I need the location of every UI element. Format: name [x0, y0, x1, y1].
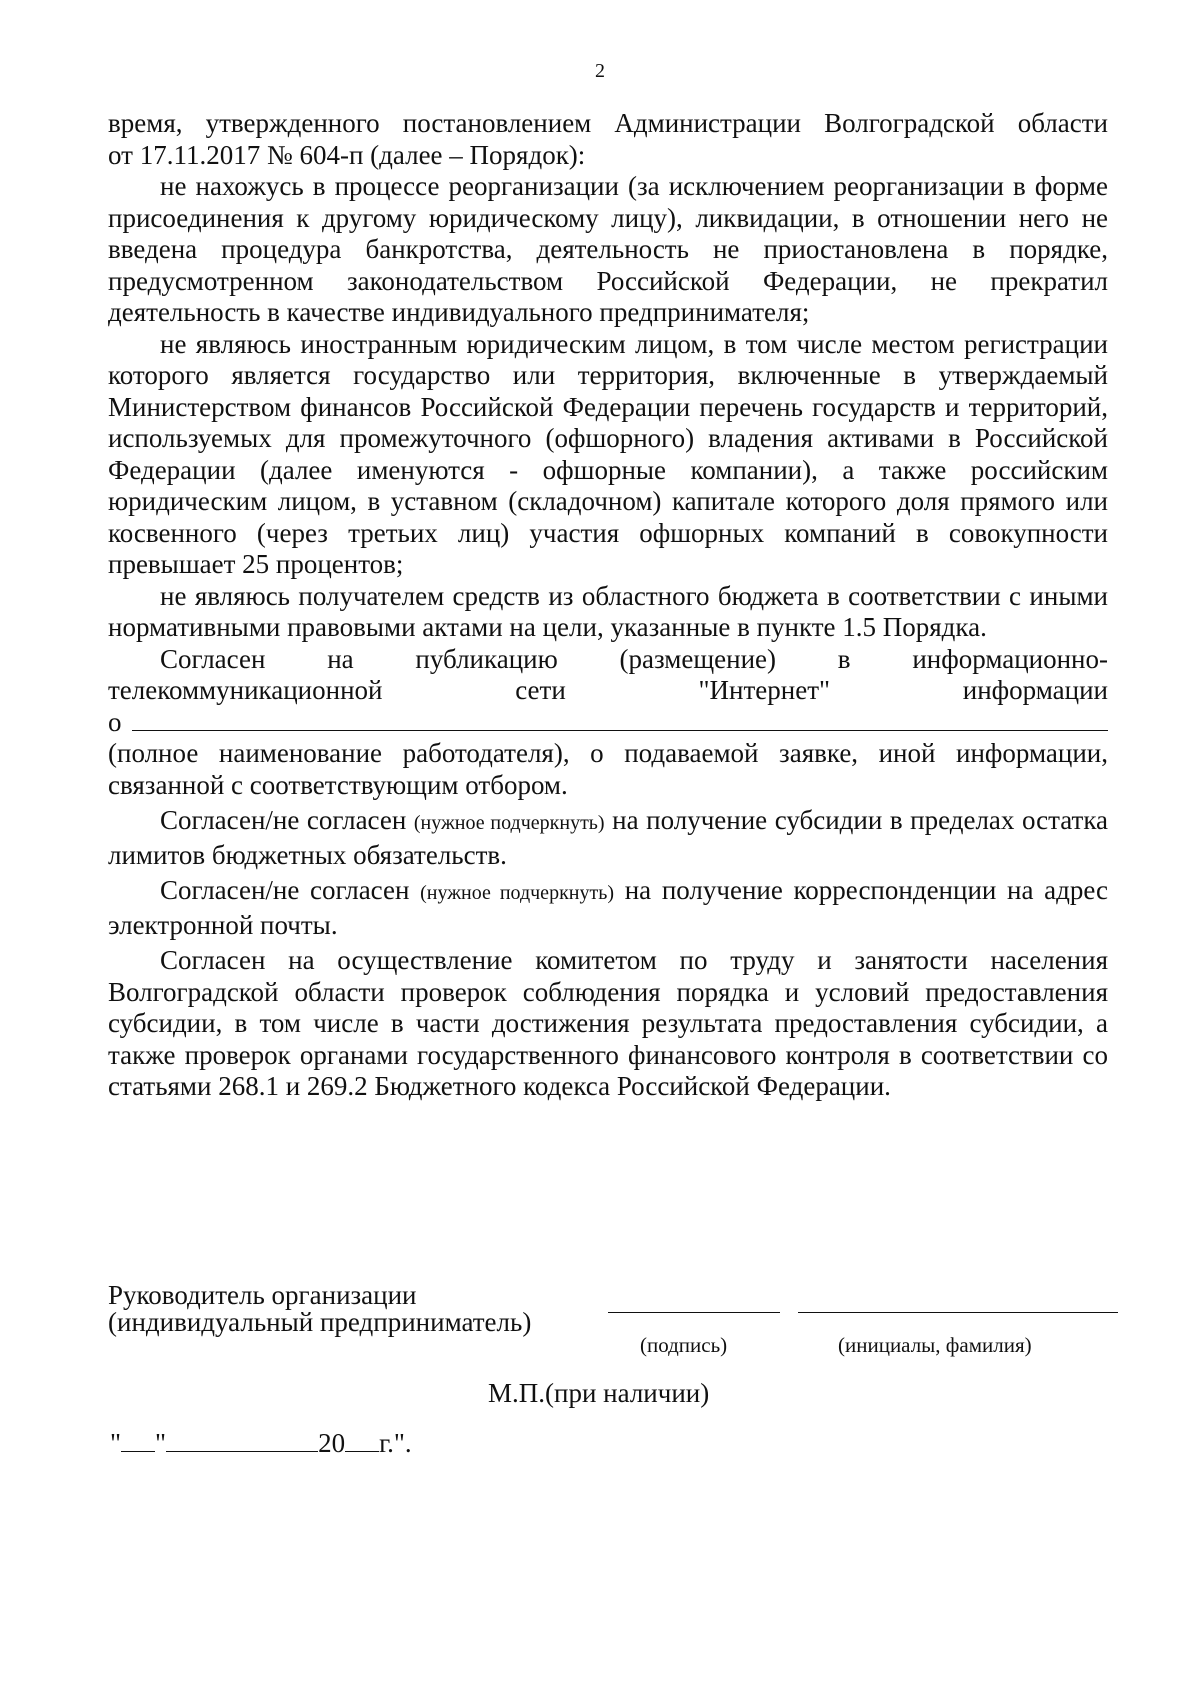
signature-block: [108, 1282, 1128, 1336]
employer-name-prefix: о: [108, 706, 122, 737]
paragraph-reorganization: не нахожусь в процессе реорганизации (за исключением реорганизации в форме присоединения к другому юридическому лицу), ликвидации, в отношении него не введена процедура банкротства, деятельность не приостановлена в порядке, предусмотренном законодательством Российской Федерации, не прекратил деятельность в качестве индивидуального предпринимателя;: [108, 171, 1108, 327]
month-blank: [166, 1425, 318, 1452]
year-prefix: 20: [318, 1428, 346, 1458]
stamp-place: М.П.(при наличии): [488, 1378, 710, 1408]
correspondence-part-2: на получение корреспонденции на адрес электронной почты.: [108, 875, 1109, 940]
paragraph-subsidy-limits: [108, 805, 1108, 871]
correspondence-part-1: Согласен/не согласен: [160, 875, 410, 905]
date-open-quote: ": [110, 1428, 122, 1458]
initials-caption: (инициалы, фамилия): [838, 1333, 1032, 1357]
subsidy-limits-note: (нужное подчеркнуть): [413, 812, 605, 834]
initials-line: [798, 1312, 1118, 1313]
subsidy-limits-part-2: на получение субсидии в пределах остатка лимитов бюджетных обязательств.: [108, 805, 1109, 870]
date-field: [110, 1425, 412, 1459]
intro-line-1: время, утвержденного постановлением Администрации Волгоградской области: [108, 108, 1108, 138]
employer-name-field: [108, 707, 1108, 739]
intro-line-2: от 17.11.2017 № 604-п (далее – Порядок):: [108, 139, 586, 170]
paragraph-budget-recipient: не являюсь получателем средств из областного бюджета в соответствии с иными нормативными правовыми актами на цели, указанные в пункте 1.5 Порядка.: [108, 580, 1108, 642]
page-number: 2: [595, 60, 605, 82]
consent-publication-line-2: телекоммуникационной сети "Интернет" информации: [108, 675, 1108, 705]
date-close-quote: ": [155, 1428, 167, 1458]
year-blank: [345, 1425, 379, 1452]
date-suffix: г.".: [379, 1428, 412, 1458]
consent-publication-line-1: Согласен на публикацию (размещение) в информационно-: [160, 643, 1108, 674]
signature-caption: (подпись): [640, 1333, 728, 1357]
signer-title-line-1: Руководитель организации: [108, 1280, 417, 1310]
employer-name-blank-line: [132, 710, 1109, 731]
paragraph-offshore: не являюсь иностранным юридическим лицом, в том числе местом регистрации которого является государство или территория, включенные в утверждаемый Министерством финансов Российской Федерации перечень государств и территорий, используемых для промежуточного (офшорного) владения активами в Российской Федерации (далее именуются - офшорные компании), а также российским юридическим лицом, в уставном (складочном) капитале которого доля прямого или косвенного (через третьих лиц) участия офшорных компаний в совокупности превышает 25 процентов;: [108, 328, 1108, 579]
paragraph-correspondence: [108, 875, 1108, 941]
signature-line: [608, 1312, 780, 1313]
signer-title-line-2: (индивидуальный предприниматель): [108, 1307, 532, 1337]
subsidy-limits-part-1: Согласен/не согласен: [160, 805, 407, 835]
correspondence-note: (нужное подчеркнуть): [420, 882, 615, 904]
day-blank: [121, 1425, 155, 1452]
document-body: [108, 108, 1108, 1103]
consent-publication-continuation: (полное наименование работодателя), о подаваемой заявке, иной информации, связанной с соответствующим отбором.: [108, 738, 1108, 800]
paragraph-inspections: Согласен на осуществление комитетом по труду и занятости населения Волгоградской области проверок соблюдения порядка и условий предоставления субсидии, в том числе в части достижения результата предоставления субсидии, а также проверок органами государственного финансового контроля в соответствии со статьями 268.1 и 269.2 Бюджетного кодекса Российской Федерации.: [108, 945, 1108, 1101]
